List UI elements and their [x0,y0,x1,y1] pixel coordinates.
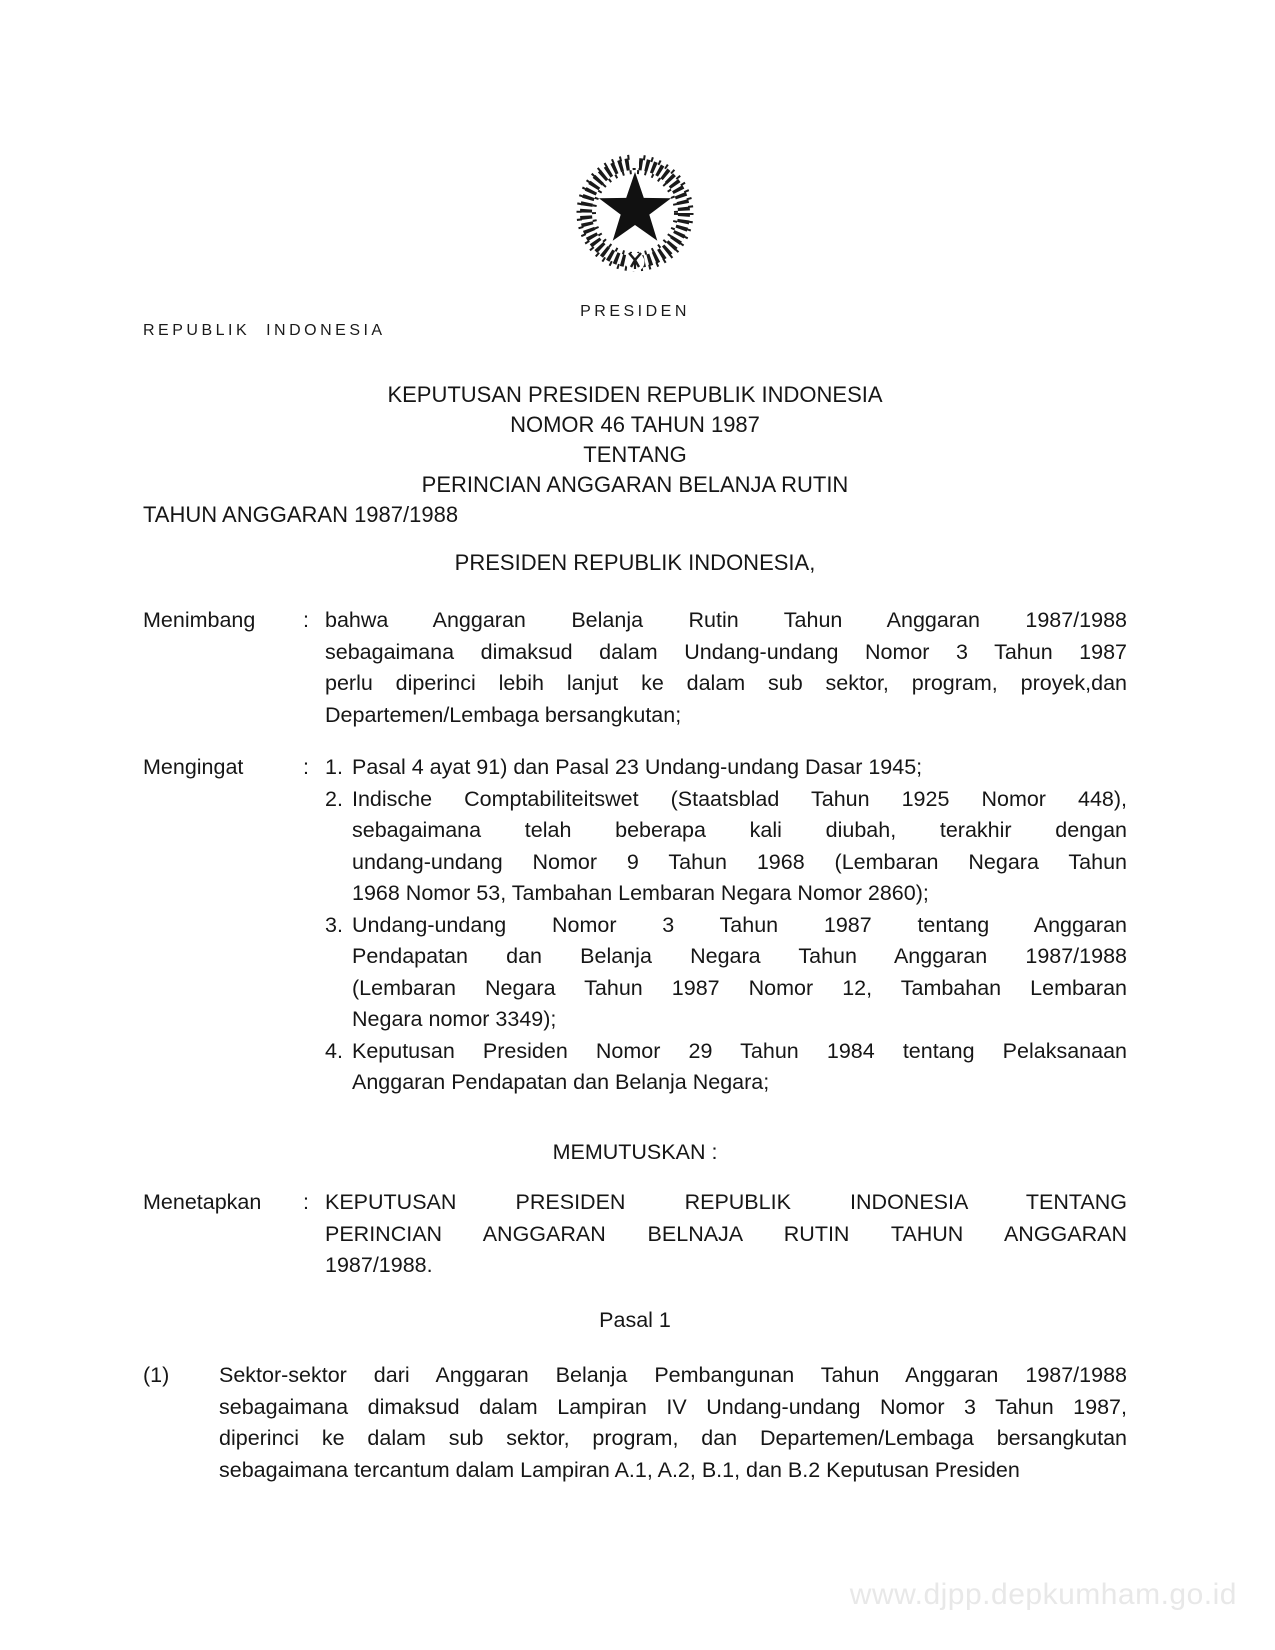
mengingat-list [325,752,1127,1099]
list-item [325,752,1127,784]
list-item-number: 4. [325,1038,343,1063]
text-line: diperinci ke dalam sub sektor, program, dan Departemen/Lembaga bersangkutan [219,1426,1127,1450]
text-line: Departemen/Lembaga bersangkutan; [325,702,682,727]
text-line: Anggaran Pendapatan dan Belanja Negara; [352,1070,770,1094]
menimbang-colon: : [303,608,309,632]
clause-menetapkan [143,1187,1127,1282]
watermark-url: www.djpp.depkumham.go.id [849,1578,1237,1611]
text-line: 1987/1988. [325,1253,433,1277]
presidential-emblem [143,150,1127,340]
list-item-number: 3. [325,912,343,937]
list-item-number: 1. [325,755,343,779]
clause-menimbang [143,605,1127,731]
text-line: (Lembaran Negara Tahun 1987 Nomor 12, Tambahan Lembaran [352,975,1127,1000]
text-line: KEPUTUSAN PRESIDEN REPUBLIK INDONESIA TENTANG [325,1190,1127,1214]
menetapkan-colon: : [303,1190,309,1214]
menetapkan-body [325,1187,1127,1282]
text-line: KEPUTUSAN PRESIDEN REPUBLIK INDONESIA [387,382,883,407]
text-line: Undang-undang Nomor 3 Tahun 1987 tentang Anggaran [352,912,1127,937]
text-line: sebagaimana dimaksud dalam Undang-undang Nomor 3 Tahun 1987 [325,639,1127,664]
ayat-1 [143,1360,1127,1486]
text-line: PRESIDEN [580,303,690,320]
opening-line: PRESIDEN REPUBLIK INDONESIA, [454,550,816,575]
list-item-number: 2. [325,786,343,811]
ayat-text [219,1360,1127,1486]
text-line: perlu diperinci lebih lanjut ke dalam sub sektor, program, proyek,dan [325,671,1127,695]
list-item-text [352,784,1127,910]
mengingat-label: Mengingat [143,755,244,779]
text-line: Indische Comptabiliteitswet (Staatsblad Tahun 1925 Nomor 448), [352,786,1127,811]
text-line: TAHUN ANGGARAN 1987/1988 [143,502,459,527]
text-line: PERINCIAN ANGGARAN BELNAJA RUTIN TAHUN ANGGARAN [325,1221,1127,1246]
memutuskan-heading: MEMUTUSKAN : [552,1139,718,1164]
text-line: PERINCIAN ANGGARAN BELANJA RUTIN [421,472,849,497]
text-line: TENTANG [583,442,687,467]
text-line: Pendapatan dan Belanja Negara Tahun Anggaran 1987/1988 [352,944,1127,968]
text-line: Negara nomor 3349); [352,1007,557,1031]
text-line: sebagaimana telah beberapa kali diubah, terakhir dengan [352,818,1127,842]
emblem-caption [143,302,1127,340]
list-item [325,784,1127,910]
list-item-text [352,910,1127,1036]
menimbang-label: Menimbang [143,608,256,632]
menetapkan-label: Menetapkan [143,1190,262,1214]
text-line: undang-undang Nomor 9 Tahun 1968 (Lembaran Negara Tahun [352,849,1127,874]
text-line: bahwa Anggaran Belanja Rutin Tahun Anggaran 1987/1988 [325,608,1127,632]
decree-title [143,380,1127,530]
text-line: sebagaimana dimaksud dalam Lampiran IV Undang-undang Nomor 3 Tahun 1987, [219,1394,1127,1419]
text-line: NOMOR 46 TAHUN 1987 [510,412,760,437]
pasal-heading: Pasal 1 [599,1307,671,1332]
text-line: REPUBLIK INDONESIA [143,322,386,339]
list-item [325,910,1127,1036]
presidential-star-wreath-icon [570,150,700,280]
star-icon [599,172,671,241]
clause-mengingat [143,752,1127,1099]
text-line: Sektor-sektor dari Anggaran Belanja Pembangunan Tahun Anggaran 1987/1988 [219,1363,1127,1387]
text-line: Pasal 4 ayat 91) dan Pasal 23 Undang-undang Dasar 1945; [352,755,923,779]
text-line: sebagaimana tercantum dalam Lampiran A.1, A.2, B.1, dan B.2 Keputusan Presiden [219,1457,1020,1482]
mengingat-colon: : [303,755,309,779]
text-line: Keputusan Presiden Nomor 29 Tahun 1984 tentang Pelaksanaan [352,1038,1127,1063]
ayat-number: (1) [143,1363,170,1387]
list-item-text [352,1036,1127,1099]
list-item [325,1036,1127,1099]
text-line: 1968 Nomor 53, Tambahan Lembaran Negara Nomor 2860); [352,881,929,905]
list-item-text [352,752,1127,784]
menimbang-body [325,605,1127,731]
